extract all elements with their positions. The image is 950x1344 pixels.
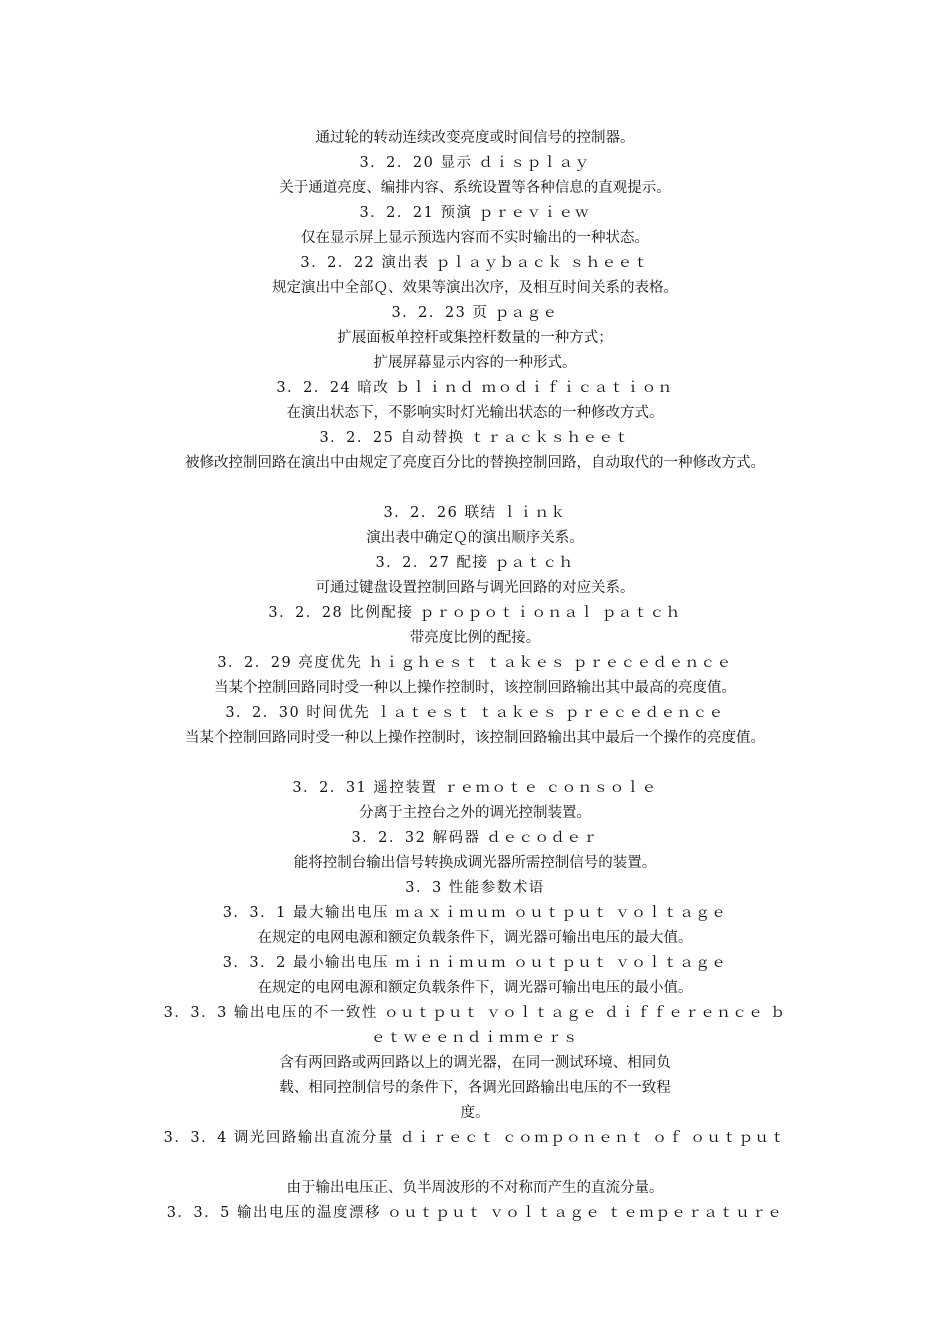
term-heading: 3．2．21 预演 ｐｒｅｖｉｅｗ [359,205,591,221]
text-line: 可通过键盘设置控制回路与调光回路的对应关系。 [315,580,635,596]
term-heading: 3．3．3 输出电压的不一致性 ｏｕｔｐｕｔ ｖｏｌｔａｇｅ ｄｉｆｆｅｒｅｎｃｅ ｂ [163,1005,787,1021]
text-line: 分离于主控台之外的调光控制装置。 [359,805,591,821]
term-heading: 3．3．1 最大输出电压 ｍａｘｉｍｕｍ ｏｕｔｐｕｔ ｖｏｌｔａｇｅ [222,905,728,921]
term-heading: 3．3．2 最小输出电压 ｍｉｎｉｍｕｍ ｏｕｔｐｕｔ ｖｏｌｔａｇｅ [222,955,728,971]
text-line: 被修改控制回路在演出中由规定了亮度百分比的替换控制回路，自动取代的一种修改方式。 [185,455,765,471]
term-heading: 3．2．31 遥控装置 ｒｅｍｏｔｅ ｃｏｎｓｏｌｅ [292,780,658,796]
text-line: 演出表中确定Ｑ的演出顺序关系。 [366,530,584,546]
text-line: 度。 [460,1105,490,1121]
text-line: 在规定的电网电源和额定负载条件下，调光器可输出电压的最大值。 [257,930,693,946]
term-heading: 3．2．20 显示 ｄｉｓｐｌａｙ [359,155,591,171]
text-line: 带亮度比例的配接。 [409,630,541,646]
text-line: 当某个控制回路同时受一种以上操作控制时，该控制回路输出其中最高的亮度值。 [214,680,736,696]
text-line: 通过轮的转动连续改变亮度或时间信号的控制器。 [315,130,635,146]
term-heading: 3．2．24 暗改 ｂｌｉｎｄ ｍｏｄｉｆｉｃａｔｉｏｎ [276,380,674,396]
term-heading: 3．2．30 时间优先 ｌａｔｅｓｔ ｔａｋｅｓ ｐｒｅｃｅｄｅｎｃｅ [225,705,725,721]
section-heading: 3．3 性能参数术语 [405,880,545,896]
text-line: 扩展面板单控杆或集控杆数量的一种方式； [337,330,613,346]
text-line: 载、相同控制信号的条件下，各调光回路输出电压的不一致程 [279,1080,671,1096]
text-line: 在规定的电网电源和额定负载条件下，调光器可输出电压的最小值。 [257,980,693,996]
term-heading: 3．2．29 亮度优先 ｈｉｇｈｅｓｔ ｔａｋｅｓ ｐｒｅｃｅｄｅｎｃｅ [217,655,733,671]
term-heading: 3．2．25 自动替换 ｔｒａｃｋｓｈｅｅｔ [319,430,631,446]
text-line: 规定演出中全部Ｑ、效果等演出次序，及相互时间关系的表格。 [272,280,678,296]
text-line: 关于通道亮度、编排内容、系统设置等各种信息的直观提示。 [279,180,671,196]
term-heading: 3．2．26 联结 ｌｉｎｋ [383,505,567,521]
text-line: 能将控制台输出信号转换成调光器所需控制信号的装置。 [293,855,657,871]
text-line: 由于输出电压正、负半周波形的不对称而产生的直流分量。 [286,1180,664,1196]
text-line: 含有两回路或两回路以上的调光器，在同一测试环境、相同负 [279,1055,671,1071]
term-heading-continued: ｅｔｗｅｅｎｄｉｍｍｅｒｓ [371,1030,579,1046]
term-heading: 3．2．22 演出表 ｐｌａｙｂａｃｋ ｓｈｅｅｔ [300,255,650,271]
term-heading: 3．2．27 配接 ｐａｔｃｈ [375,555,575,571]
term-heading: 3．2．23 页 ｐａｇｅ [391,305,559,321]
text-line: 仅在显示屏上显示预选内容而不实时输出的一种状态。 [301,230,649,246]
term-heading: 3．2．28 比例配接 ｐｒｏｐｏｔｉｏｎａｌ ｐａｔｃｈ [268,605,682,621]
text-line: 在演出状态下，不影响实时灯光输出状态的一种修改方式。 [286,405,664,421]
term-heading: 3．3．4 调光回路输出直流分量 ｄｉｒｅｃｔ ｃｏｍｐｏｎｅｎｔ ｏｆ ｏｕｔｐｕｔ [163,1130,787,1146]
text-line: 扩展屏幕显示内容的一种形式。 [373,355,577,371]
text-line: 当某个控制回路同时受一种以上操作控制时，该控制回路输出其中最后一个操作的亮度值。 [185,730,765,746]
term-heading: 3．2．32 解码器 ｄｅｃｏｄｅｒ [351,830,599,846]
term-heading: 3．3．5 输出电压的温度漂移 ｏｕｔｐｕｔ ｖｏｌｔａｇｅ ｔｅｍｐｅｒａｔｕｒｅ [166,1205,784,1221]
